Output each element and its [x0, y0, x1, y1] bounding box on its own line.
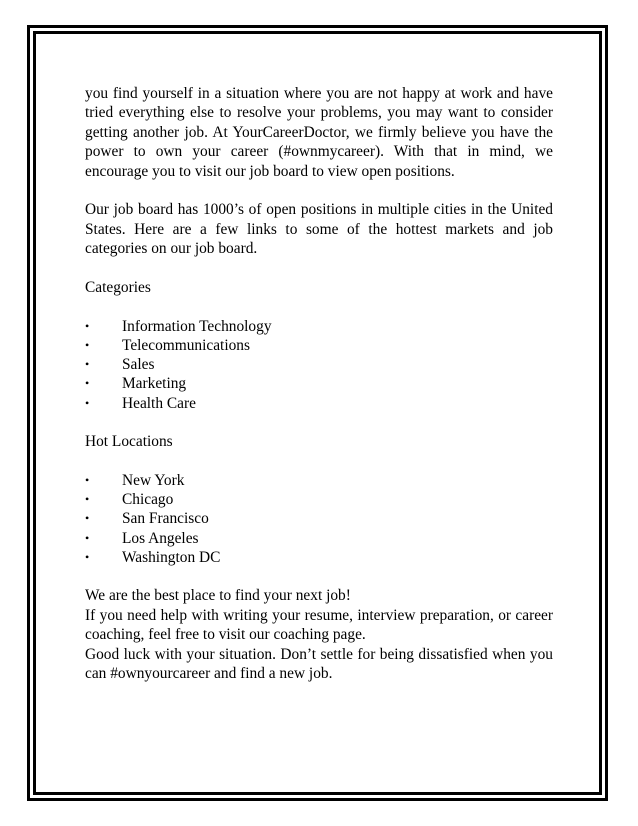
intro-paragraph: you find yourself in a situation where you are not happy at work and have tried everything else to resolve your problems, you may want to consider getting another job. At YourCareerDoctor, we firmly believe you have the power to own your career (#ownmycareer). With that in mind, we encourage you to visit our job board to view open positions. — [85, 85, 553, 180]
location-item: Los Angeles — [122, 529, 199, 547]
category-item: Sales — [122, 356, 155, 374]
categories-heading: Categories — [85, 279, 151, 297]
spacer — [85, 297, 553, 316]
list-item — [85, 374, 553, 393]
location-item: New York — [122, 471, 185, 489]
spacer — [85, 259, 553, 278]
list-item — [85, 548, 553, 567]
category-item: Health Care — [122, 394, 196, 412]
list-item — [85, 336, 553, 355]
bullet-icon: • — [85, 530, 90, 545]
bullet-icon: • — [85, 472, 90, 487]
location-item: San Francisco — [122, 510, 209, 528]
bullet-icon: • — [85, 357, 90, 372]
categories-list — [85, 317, 553, 413]
list-item — [85, 509, 553, 528]
bullet-icon: • — [85, 395, 90, 410]
document-body — [85, 84, 553, 683]
bullet-icon: • — [85, 511, 90, 526]
list-item — [85, 317, 553, 336]
category-item: Marketing — [122, 375, 187, 393]
spacer — [85, 181, 553, 200]
list-item — [85, 394, 553, 413]
bullet-icon: • — [85, 376, 90, 391]
closing-line-2: If you need help with writing your resume, interview preparation, or career coaching, feel free to visit our coaching page. — [85, 606, 553, 644]
list-item — [85, 471, 553, 490]
location-item: Chicago — [122, 491, 174, 509]
spacer — [85, 413, 553, 432]
bullet-icon: • — [85, 338, 90, 353]
category-item: Telecommunications — [122, 337, 250, 355]
spacer — [85, 567, 553, 586]
bullet-icon: • — [85, 492, 90, 507]
hot-locations-heading: Hot Locations — [85, 433, 173, 451]
locations-list — [85, 471, 553, 567]
list-item — [85, 355, 553, 374]
bullet-icon: • — [85, 549, 90, 564]
closing-line-3: Good luck with your situation. Don’t settle for being dissatisfied when you can #ownyourcareer and find a new job. — [85, 645, 553, 682]
category-item: Information Technology — [122, 317, 272, 335]
spacer — [85, 452, 553, 471]
job-board-paragraph: Our job board has 1000’s of open positions in multiple cities in the United States. Here are a few links to some of the hottest markets and job categories on our job board. — [85, 201, 553, 258]
closing-line-1: We are the best place to find your next job! — [85, 587, 351, 605]
list-item — [85, 529, 553, 548]
bullet-icon: • — [85, 318, 90, 333]
location-item: Washington DC — [122, 548, 221, 566]
list-item — [85, 490, 553, 509]
